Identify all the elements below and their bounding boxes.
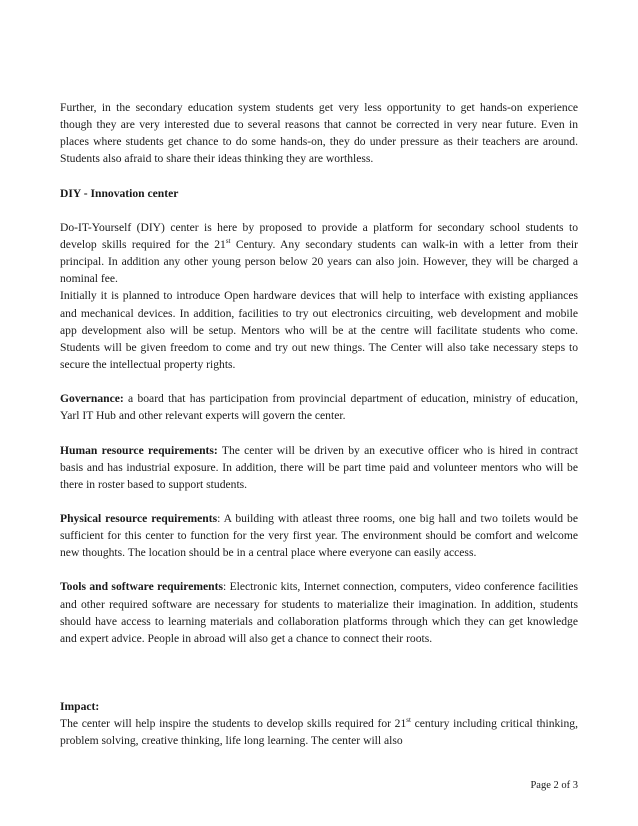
tools-software-label: Tools and software requirements <box>60 580 223 594</box>
diy-paragraph-2: Initially it is planned to introduce Open hardware devices that will help to interface with existing appliances and mechanical devices. In addition, facilities to try out electronics circuiting, web development and mobile app development also will be setup. Mentors who will be at the centre will facilitate students who come. Students will be given freedom to come and try out new things. The Center will also take necessary steps to secure the intellectual property rights. <box>60 289 578 372</box>
page-number: Page 2 of 3 <box>530 780 578 791</box>
governance-label: Governance: <box>60 392 124 406</box>
governance-paragraph: Governance: a board that has participation from provincial department of education, ministry of education, Yarl IT Hub and other relevant experts will govern the center. <box>60 392 578 423</box>
section-heading-impact: Impact: <box>60 700 100 714</box>
impact-paragraph: The center will help inspire the students to develop skills required for 21st century including critical thinking, problem solving, creative thinking, life long learning. The center will also <box>60 716 578 748</box>
physical-resource-paragraph: Physical resource requirements: A building with atleast three rooms, one big hall and two toilets would be sufficient for this center to function for the very first year. The environment should be comfort and welcome new thoughts. The location should be in a central place where everyone can easily access. <box>60 511 579 560</box>
physical-resource-label: Physical resource requirements <box>60 511 218 525</box>
human-resource-label: Human resource requirements: <box>60 443 218 457</box>
document-body <box>60 99 578 750</box>
tools-software-paragraph: Tools and software requirements: Electronic kits, Internet connection, computers, video conference facilities and other required software are necessary for students to materialize their imagination. In addition, students should have access to learning materials and collaboration platforms through which they can get knowledge and expert advice. People in abroad will also get a chance to connect their roots. <box>60 580 578 645</box>
human-resource-paragraph: Human resource requirements: The center will be driven by an executive officer who is hired in contract basis and has industrial exposure. In addition, there will be part time paid and volunteer mentors who will be there in roster based to support students. <box>60 443 578 491</box>
diy-paragraph-1: Do-IT-Yourself (DIY) center is here by proposed to provide a platform for secondary school students to develop skills required for the 21st Century. Any secondary students can walk-in with a letter from their principal. In addition any other young person below 20 years can also join. However, they will be charged a nominal fee. <box>60 220 578 286</box>
superscript-st: st <box>225 237 231 246</box>
superscript-st: st <box>406 716 411 725</box>
section-heading-diy: DIY - Innovation center <box>60 186 179 200</box>
intro-paragraph: Further, in the secondary education system students get very less opportunity to get hands-on experience though they are very interested due to several reasons that cannot be corrected in very near future. Even in places where students get chance to do some hands-on, they do under pressure as their teachers are around. Students also afraid to share their ideas thinking they are worthless. <box>60 101 578 166</box>
